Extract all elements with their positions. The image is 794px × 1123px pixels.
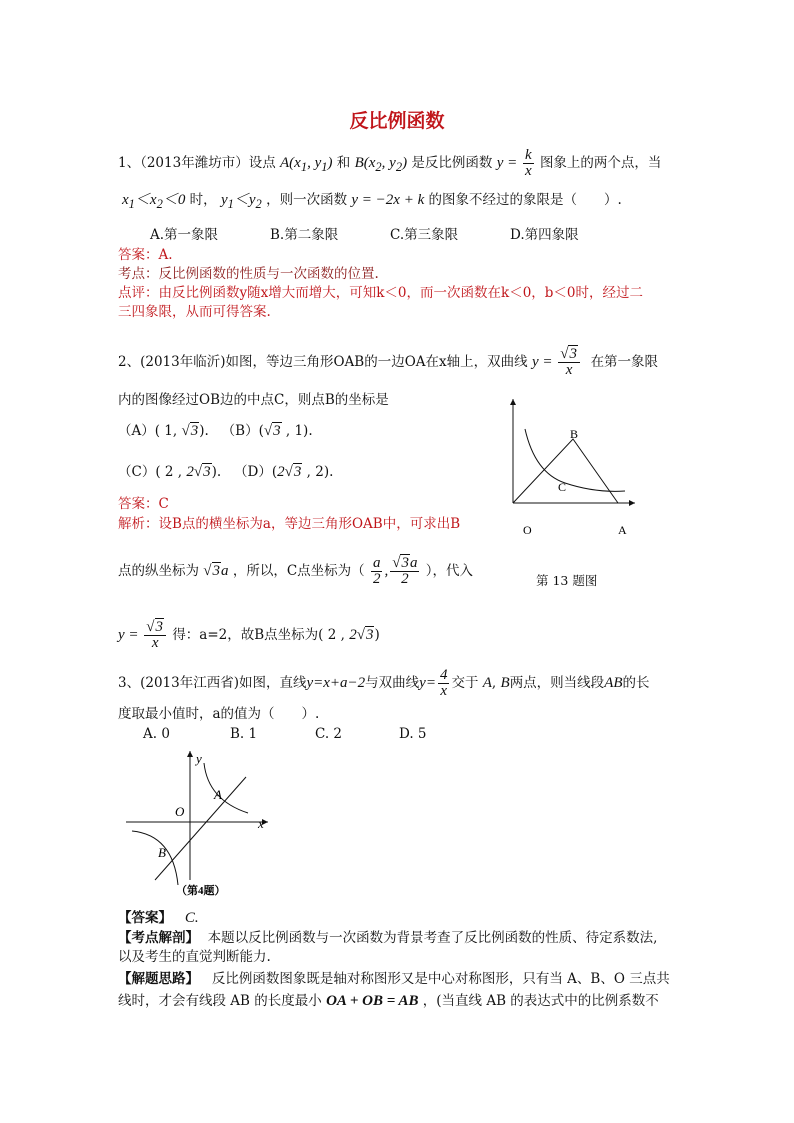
q3-line2: 度取最小值时，a的值为（ ）. bbox=[118, 706, 320, 722]
q3-hyperbola-upper bbox=[204, 763, 248, 813]
q2-y-arrow bbox=[510, 399, 516, 405]
q1-option-d: D.第四象限 bbox=[510, 227, 579, 243]
q2-label-a: A bbox=[618, 523, 627, 537]
q2-answer: 答案：C bbox=[118, 496, 169, 512]
q2-x-arrow bbox=[629, 500, 635, 506]
q2-options-ab: （A）( 1, √3). （B）(√3 , 1). bbox=[118, 423, 313, 439]
q1-line1: 1、（2013年潍坊市）设点 $A(x_1$, $y_1$) 和 $B(x_2$, $y_2$) 是反比例函数 y = $\frac{k}{x}$ 图象上的两个点，当 bbox=[118, 147, 662, 179]
q3-label-y: y bbox=[196, 751, 202, 766]
q2-analysis-2: 点的纵坐标为 √3a ，所以，C点坐标为（ $\frac{a}{2}$ , $\frac{√3a}{2}$ ），代入 bbox=[118, 555, 473, 587]
q1-line2: $x_1<x_2<0$ 时， $y_1<y_2$ ，则一次函数 y = −2x + k 的图象不经过的象限是（ ）. bbox=[122, 192, 622, 211]
q2-line2: 内的图像经过OB边的中点C，则点B的坐标是 bbox=[118, 392, 389, 408]
q1-comment-1: 点评：由反比例函数y随x增大而增大，可知k＜0，而一次函数在k＜0，b＜0时，经过二 bbox=[118, 285, 644, 301]
q3-label-x: x bbox=[258, 816, 264, 831]
q2-figure bbox=[485, 393, 645, 543]
q2-analysis-1: 解析：设B点的横坐标为a，等边三角形OAB中，可求出B bbox=[118, 516, 461, 532]
q1-option-a: A.第一象限 bbox=[150, 227, 219, 243]
q3-idea: 【解题思路】 反比例函数图象既是轴对称图形又是中心对称图形，只有当 A、B、O 三点共 bbox=[118, 971, 670, 987]
q3-figure-caption: （第4题） bbox=[176, 885, 226, 897]
q3-option-b: B. 1 bbox=[230, 726, 258, 742]
q2-label-c: C bbox=[558, 480, 567, 494]
q3-hyperbola-lower bbox=[132, 831, 178, 885]
q1-option-b: B.第二象限 bbox=[270, 227, 339, 243]
q3-option-c: C. 2 bbox=[315, 726, 343, 742]
q3-option-d: D. 5 bbox=[399, 726, 427, 742]
q3-label-o: O bbox=[175, 804, 185, 819]
q1-answer: 答案：A. bbox=[118, 247, 173, 263]
q3-line bbox=[155, 777, 246, 880]
q3-label-a: A bbox=[214, 787, 222, 802]
q2-options-cd: （C）( 2 , 2√3). （D）(2√3 , 2). bbox=[118, 464, 334, 480]
q2-figure-caption: 第 13 题图 bbox=[536, 573, 598, 588]
q3-label-b: B bbox=[158, 845, 166, 860]
q3-y-arrow bbox=[187, 751, 193, 757]
q1-point: 考点：反比例函数的性质与一次函数的位置. bbox=[118, 266, 379, 282]
q1-comment-2: 三四象限，从而可得答案. bbox=[118, 304, 271, 320]
q2-label-o: O bbox=[523, 523, 532, 537]
q3-figure bbox=[118, 745, 288, 905]
q3-answer: 【答案】 C. bbox=[118, 910, 199, 926]
q3-idea-2: 线时，才会有线段 AB 的长度最小 OA + OB = AB ，(当直线 AB 的表达式中的比例系数不 bbox=[118, 993, 659, 1009]
q2-line1: 2、(2013年临沂)如图，等边三角形OAB的一边OA在x轴上，双曲线 y = $\frac{√3}{x}$ 在第一象限 bbox=[118, 346, 659, 378]
q3-key-point: 【考点解剖】 本题以反比例函数与一次函数为背景考查了反比例函数的性质、待定系数法, bbox=[118, 930, 658, 946]
q3-option-a: A. 0 bbox=[143, 726, 170, 742]
q1-option-c: C.第三象限 bbox=[390, 227, 459, 243]
q3-line1: 3、(2013年江西省)如图，直线y=x+a−2与双曲线y= $\frac{4}{x}$ 交于 A, B两点，则当线段AB的长 bbox=[118, 667, 650, 699]
q3-key-point-2: 以及考生的直觉判断能力. bbox=[118, 949, 271, 965]
page-title: 反比例函数 bbox=[349, 110, 445, 132]
q2-analysis-3: y = $\frac{√3}{x}$ 得：a=2，故B点坐标为( 2 , 2√3) bbox=[118, 619, 380, 651]
q2-label-b: B bbox=[570, 427, 579, 441]
